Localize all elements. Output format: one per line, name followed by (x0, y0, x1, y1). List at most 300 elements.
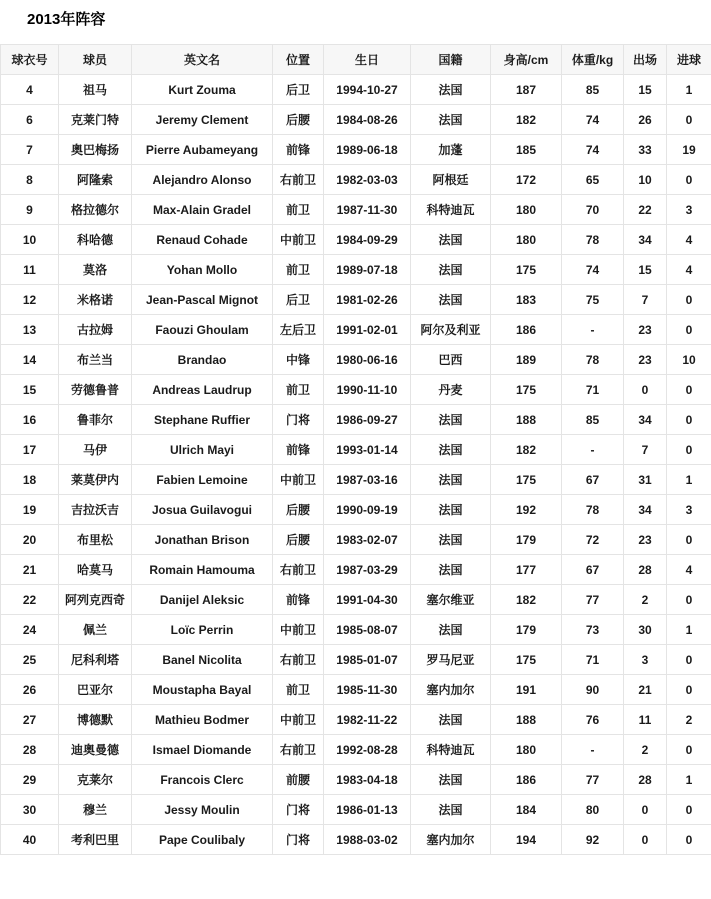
cell-jersey-number: 26 (1, 675, 59, 705)
cell-height: 182 (491, 585, 562, 615)
cell-appearances: 0 (624, 795, 667, 825)
cell-birthday: 1991-04-30 (324, 585, 411, 615)
cell-weight: 73 (562, 615, 624, 645)
cell-goals: 0 (667, 315, 711, 345)
cell-height: 191 (491, 675, 562, 705)
cell-weight: 65 (562, 165, 624, 195)
cell-player: 莫洛 (59, 255, 132, 285)
cell-appearances: 34 (624, 405, 667, 435)
cell-jersey-number: 40 (1, 825, 59, 855)
cell-appearances: 34 (624, 495, 667, 525)
table-row (1, 765, 711, 795)
cell-weight: 72 (562, 525, 624, 555)
table-row (1, 615, 711, 645)
table-row (1, 225, 711, 255)
squad-table-body (1, 75, 711, 855)
cell-english-name: Brandao (132, 345, 273, 375)
column-header-goals: 进球 (667, 45, 711, 75)
cell-appearances: 11 (624, 705, 667, 735)
cell-appearances: 15 (624, 255, 667, 285)
cell-weight: 67 (562, 555, 624, 585)
squad-table (0, 44, 711, 855)
cell-goals: 3 (667, 195, 711, 225)
cell-position: 中前卫 (273, 465, 324, 495)
cell-player: 考利巴里 (59, 825, 132, 855)
cell-height: 184 (491, 795, 562, 825)
cell-jersey-number: 15 (1, 375, 59, 405)
cell-position: 右前卫 (273, 165, 324, 195)
cell-height: 186 (491, 765, 562, 795)
cell-player: 阿列克西奇 (59, 585, 132, 615)
cell-nationality: 法国 (411, 435, 491, 465)
cell-position: 右前卫 (273, 645, 324, 675)
table-row (1, 735, 711, 765)
cell-nationality: 法国 (411, 705, 491, 735)
cell-weight: 70 (562, 195, 624, 225)
cell-nationality: 法国 (411, 615, 491, 645)
table-row (1, 75, 711, 105)
cell-height: 192 (491, 495, 562, 525)
cell-appearances: 15 (624, 75, 667, 105)
cell-appearances: 31 (624, 465, 667, 495)
cell-goals: 1 (667, 75, 711, 105)
cell-english-name: Danijel Aleksic (132, 585, 273, 615)
table-row (1, 195, 711, 225)
cell-height: 180 (491, 225, 562, 255)
cell-english-name: Alejandro Alonso (132, 165, 273, 195)
cell-nationality: 法国 (411, 75, 491, 105)
cell-jersey-number: 16 (1, 405, 59, 435)
cell-english-name: Banel Nicolita (132, 645, 273, 675)
page-title: 2013年阵容 (27, 11, 106, 28)
cell-goals: 2 (667, 705, 711, 735)
cell-goals: 3 (667, 495, 711, 525)
column-header-nationality: 国籍 (411, 45, 491, 75)
cell-english-name: Kurt Zouma (132, 75, 273, 105)
cell-birthday: 1987-11-30 (324, 195, 411, 225)
cell-height: 175 (491, 255, 562, 285)
cell-player: 马伊 (59, 435, 132, 465)
cell-position: 前锋 (273, 435, 324, 465)
cell-birthday: 1987-03-16 (324, 465, 411, 495)
cell-nationality: 法国 (411, 555, 491, 585)
cell-appearances: 28 (624, 765, 667, 795)
cell-nationality: 法国 (411, 105, 491, 135)
cell-weight: 78 (562, 225, 624, 255)
cell-english-name: Jonathan Brison (132, 525, 273, 555)
cell-goals: 0 (667, 795, 711, 825)
cell-jersey-number: 9 (1, 195, 59, 225)
cell-position: 后腰 (273, 495, 324, 525)
cell-appearances: 2 (624, 735, 667, 765)
cell-goals: 1 (667, 465, 711, 495)
cell-position: 后卫 (273, 285, 324, 315)
cell-weight: 80 (562, 795, 624, 825)
cell-appearances: 28 (624, 555, 667, 585)
cell-height: 179 (491, 615, 562, 645)
cell-birthday: 1993-01-14 (324, 435, 411, 465)
cell-nationality: 塞内加尔 (411, 825, 491, 855)
cell-english-name: Mathieu Bodmer (132, 705, 273, 735)
cell-goals: 0 (667, 645, 711, 675)
cell-birthday: 1991-02-01 (324, 315, 411, 345)
cell-jersey-number: 19 (1, 495, 59, 525)
cell-birthday: 1983-04-18 (324, 765, 411, 795)
table-row (1, 435, 711, 465)
cell-player: 奥巴梅扬 (59, 135, 132, 165)
cell-height: 188 (491, 405, 562, 435)
table-row (1, 795, 711, 825)
cell-jersey-number: 27 (1, 705, 59, 735)
cell-goals: 0 (667, 105, 711, 135)
column-header-weight: 体重/kg (562, 45, 624, 75)
cell-nationality: 阿根廷 (411, 165, 491, 195)
table-row (1, 705, 711, 735)
cell-birthday: 1983-02-07 (324, 525, 411, 555)
cell-weight: 71 (562, 375, 624, 405)
cell-goals: 1 (667, 765, 711, 795)
cell-weight: 67 (562, 465, 624, 495)
cell-birthday: 1985-11-30 (324, 675, 411, 705)
cell-nationality: 加蓬 (411, 135, 491, 165)
cell-goals: 0 (667, 435, 711, 465)
cell-english-name: Romain Hamouma (132, 555, 273, 585)
cell-appearances: 23 (624, 525, 667, 555)
cell-weight: 90 (562, 675, 624, 705)
cell-jersey-number: 4 (1, 75, 59, 105)
cell-position: 后腰 (273, 525, 324, 555)
cell-appearances: 0 (624, 375, 667, 405)
cell-weight: 92 (562, 825, 624, 855)
cell-player: 吉拉沃吉 (59, 495, 132, 525)
cell-nationality: 罗马尼亚 (411, 645, 491, 675)
cell-english-name: Ismael Diomande (132, 735, 273, 765)
cell-height: 179 (491, 525, 562, 555)
cell-jersey-number: 28 (1, 735, 59, 765)
cell-player: 迪奥曼德 (59, 735, 132, 765)
cell-appearances: 23 (624, 345, 667, 375)
cell-goals: 19 (667, 135, 711, 165)
cell-nationality: 法国 (411, 465, 491, 495)
cell-position: 后卫 (273, 75, 324, 105)
cell-player: 巴亚尔 (59, 675, 132, 705)
table-row (1, 105, 711, 135)
cell-goals: 4 (667, 225, 711, 255)
cell-jersey-number: 17 (1, 435, 59, 465)
cell-english-name: Fabien Lemoine (132, 465, 273, 495)
cell-jersey-number: 8 (1, 165, 59, 195)
cell-english-name: Yohan Mollo (132, 255, 273, 285)
cell-player: 博德默 (59, 705, 132, 735)
cell-english-name: Stephane Ruffier (132, 405, 273, 435)
cell-english-name: Pierre Aubameyang (132, 135, 273, 165)
cell-player: 阿隆索 (59, 165, 132, 195)
column-header-english-name: 英文名 (132, 45, 273, 75)
cell-weight: 74 (562, 135, 624, 165)
cell-weight: 85 (562, 405, 624, 435)
cell-nationality: 法国 (411, 795, 491, 825)
cell-player: 克莱门特 (59, 105, 132, 135)
cell-english-name: Ulrich Mayi (132, 435, 273, 465)
cell-appearances: 10 (624, 165, 667, 195)
cell-goals: 0 (667, 285, 711, 315)
cell-nationality: 塞内加尔 (411, 675, 491, 705)
cell-appearances: 21 (624, 675, 667, 705)
cell-player: 科哈德 (59, 225, 132, 255)
table-row (1, 345, 711, 375)
cell-nationality: 科特迪瓦 (411, 195, 491, 225)
cell-player: 尼科利塔 (59, 645, 132, 675)
column-header-appearances: 出场 (624, 45, 667, 75)
cell-jersey-number: 21 (1, 555, 59, 585)
cell-position: 右前卫 (273, 555, 324, 585)
cell-english-name: Jean-Pascal Mignot (132, 285, 273, 315)
cell-goals: 4 (667, 555, 711, 585)
cell-birthday: 1989-07-18 (324, 255, 411, 285)
cell-height: 186 (491, 315, 562, 345)
cell-height: 183 (491, 285, 562, 315)
cell-height: 180 (491, 195, 562, 225)
cell-player: 鲁菲尔 (59, 405, 132, 435)
cell-appearances: 23 (624, 315, 667, 345)
cell-player: 古拉姆 (59, 315, 132, 345)
cell-jersey-number: 14 (1, 345, 59, 375)
cell-weight: 71 (562, 645, 624, 675)
column-header-jersey-number: 球衣号 (1, 45, 59, 75)
cell-player: 克莱尔 (59, 765, 132, 795)
cell-jersey-number: 24 (1, 615, 59, 645)
cell-player: 劳德鲁普 (59, 375, 132, 405)
cell-position: 前腰 (273, 765, 324, 795)
cell-birthday: 1988-03-02 (324, 825, 411, 855)
cell-player: 祖马 (59, 75, 132, 105)
cell-weight: 74 (562, 105, 624, 135)
cell-position: 右前卫 (273, 735, 324, 765)
cell-weight: - (562, 735, 624, 765)
cell-player: 哈莫马 (59, 555, 132, 585)
cell-birthday: 1990-11-10 (324, 375, 411, 405)
cell-height: 172 (491, 165, 562, 195)
cell-birthday: 1981-02-26 (324, 285, 411, 315)
cell-appearances: 33 (624, 135, 667, 165)
table-row (1, 165, 711, 195)
cell-jersey-number: 13 (1, 315, 59, 345)
table-row (1, 555, 711, 585)
cell-height: 185 (491, 135, 562, 165)
cell-nationality: 法国 (411, 255, 491, 285)
cell-birthday: 1987-03-29 (324, 555, 411, 585)
cell-english-name: Faouzi Ghoulam (132, 315, 273, 345)
cell-goals: 0 (667, 585, 711, 615)
cell-birthday: 1982-03-03 (324, 165, 411, 195)
cell-goals: 1 (667, 615, 711, 645)
cell-birthday: 1985-08-07 (324, 615, 411, 645)
cell-height: 180 (491, 735, 562, 765)
cell-height: 188 (491, 705, 562, 735)
table-row (1, 255, 711, 285)
column-header-position: 位置 (273, 45, 324, 75)
cell-nationality: 法国 (411, 225, 491, 255)
cell-birthday: 1990-09-19 (324, 495, 411, 525)
table-row (1, 405, 711, 435)
cell-position: 中前卫 (273, 615, 324, 645)
cell-goals: 0 (667, 405, 711, 435)
cell-player: 格拉德尔 (59, 195, 132, 225)
cell-weight: 76 (562, 705, 624, 735)
cell-english-name: Loïc Perrin (132, 615, 273, 645)
cell-player: 布里松 (59, 525, 132, 555)
cell-player: 佩兰 (59, 615, 132, 645)
cell-nationality: 法国 (411, 765, 491, 795)
cell-weight: 74 (562, 255, 624, 285)
cell-jersey-number: 6 (1, 105, 59, 135)
cell-appearances: 3 (624, 645, 667, 675)
table-row (1, 495, 711, 525)
cell-nationality: 科特迪瓦 (411, 735, 491, 765)
cell-height: 194 (491, 825, 562, 855)
cell-position: 门将 (273, 795, 324, 825)
table-row (1, 375, 711, 405)
cell-appearances: 7 (624, 435, 667, 465)
cell-jersey-number: 10 (1, 225, 59, 255)
cell-jersey-number: 18 (1, 465, 59, 495)
cell-weight: - (562, 435, 624, 465)
cell-weight: 77 (562, 765, 624, 795)
cell-weight: 78 (562, 495, 624, 525)
cell-player: 布兰当 (59, 345, 132, 375)
cell-goals: 4 (667, 255, 711, 285)
cell-goals: 0 (667, 825, 711, 855)
cell-nationality: 丹麦 (411, 375, 491, 405)
cell-english-name: Pape Coulibaly (132, 825, 273, 855)
cell-appearances: 34 (624, 225, 667, 255)
cell-height: 189 (491, 345, 562, 375)
cell-height: 175 (491, 645, 562, 675)
cell-jersey-number: 22 (1, 585, 59, 615)
cell-english-name: Moustapha Bayal (132, 675, 273, 705)
cell-height: 177 (491, 555, 562, 585)
cell-nationality: 法国 (411, 525, 491, 555)
cell-goals: 0 (667, 165, 711, 195)
cell-birthday: 1986-09-27 (324, 405, 411, 435)
cell-nationality: 法国 (411, 405, 491, 435)
cell-birthday: 1994-10-27 (324, 75, 411, 105)
cell-appearances: 2 (624, 585, 667, 615)
cell-weight: 77 (562, 585, 624, 615)
cell-appearances: 22 (624, 195, 667, 225)
table-row (1, 825, 711, 855)
cell-birthday: 1989-06-18 (324, 135, 411, 165)
cell-nationality: 法国 (411, 285, 491, 315)
cell-goals: 10 (667, 345, 711, 375)
cell-birthday: 1984-08-26 (324, 105, 411, 135)
cell-height: 187 (491, 75, 562, 105)
cell-position: 前卫 (273, 675, 324, 705)
cell-english-name: Francois Clerc (132, 765, 273, 795)
cell-appearances: 7 (624, 285, 667, 315)
table-row (1, 135, 711, 165)
cell-jersey-number: 12 (1, 285, 59, 315)
cell-player: 穆兰 (59, 795, 132, 825)
table-row (1, 645, 711, 675)
table-row (1, 465, 711, 495)
cell-english-name: Max-Alain Gradel (132, 195, 273, 225)
cell-goals: 0 (667, 735, 711, 765)
cell-nationality: 法国 (411, 495, 491, 525)
cell-position: 后腰 (273, 105, 324, 135)
column-header-player: 球员 (59, 45, 132, 75)
table-row (1, 315, 711, 345)
cell-english-name: Jessy Moulin (132, 795, 273, 825)
cell-weight: - (562, 315, 624, 345)
cell-weight: 78 (562, 345, 624, 375)
cell-goals: 0 (667, 525, 711, 555)
cell-birthday: 1992-08-28 (324, 735, 411, 765)
table-row (1, 675, 711, 705)
cell-birthday: 1982-11-22 (324, 705, 411, 735)
column-header-birthday: 生日 (324, 45, 411, 75)
cell-nationality: 塞尔维亚 (411, 585, 491, 615)
cell-nationality: 阿尔及利亚 (411, 315, 491, 345)
cell-player: 莱莫伊内 (59, 465, 132, 495)
cell-position: 中锋 (273, 345, 324, 375)
cell-jersey-number: 29 (1, 765, 59, 795)
cell-height: 175 (491, 375, 562, 405)
cell-position: 门将 (273, 825, 324, 855)
cell-position: 前锋 (273, 135, 324, 165)
cell-position: 中前卫 (273, 225, 324, 255)
cell-position: 前卫 (273, 255, 324, 285)
cell-position: 门将 (273, 405, 324, 435)
cell-english-name: Jeremy Clement (132, 105, 273, 135)
cell-appearances: 30 (624, 615, 667, 645)
cell-position: 前卫 (273, 375, 324, 405)
cell-birthday: 1985-01-07 (324, 645, 411, 675)
cell-goals: 0 (667, 675, 711, 705)
cell-jersey-number: 30 (1, 795, 59, 825)
cell-height: 175 (491, 465, 562, 495)
column-header-height: 身高/cm (491, 45, 562, 75)
table-row (1, 525, 711, 555)
cell-english-name: Renaud Cohade (132, 225, 273, 255)
cell-jersey-number: 20 (1, 525, 59, 555)
cell-birthday: 1980-06-16 (324, 345, 411, 375)
cell-birthday: 1984-09-29 (324, 225, 411, 255)
header-row (1, 45, 711, 75)
table-row (1, 585, 711, 615)
table-row (1, 285, 711, 315)
cell-height: 182 (491, 105, 562, 135)
cell-position: 中前卫 (273, 705, 324, 735)
cell-nationality: 巴西 (411, 345, 491, 375)
cell-birthday: 1986-01-13 (324, 795, 411, 825)
cell-appearances: 0 (624, 825, 667, 855)
cell-position: 前卫 (273, 195, 324, 225)
cell-jersey-number: 11 (1, 255, 59, 285)
cell-weight: 85 (562, 75, 624, 105)
cell-height: 182 (491, 435, 562, 465)
cell-weight: 75 (562, 285, 624, 315)
cell-appearances: 26 (624, 105, 667, 135)
cell-position: 左后卫 (273, 315, 324, 345)
cell-english-name: Josua Guilavogui (132, 495, 273, 525)
cell-player: 米格诺 (59, 285, 132, 315)
cell-goals: 0 (667, 375, 711, 405)
cell-jersey-number: 25 (1, 645, 59, 675)
cell-position: 前锋 (273, 585, 324, 615)
cell-jersey-number: 7 (1, 135, 59, 165)
cell-english-name: Andreas Laudrup (132, 375, 273, 405)
